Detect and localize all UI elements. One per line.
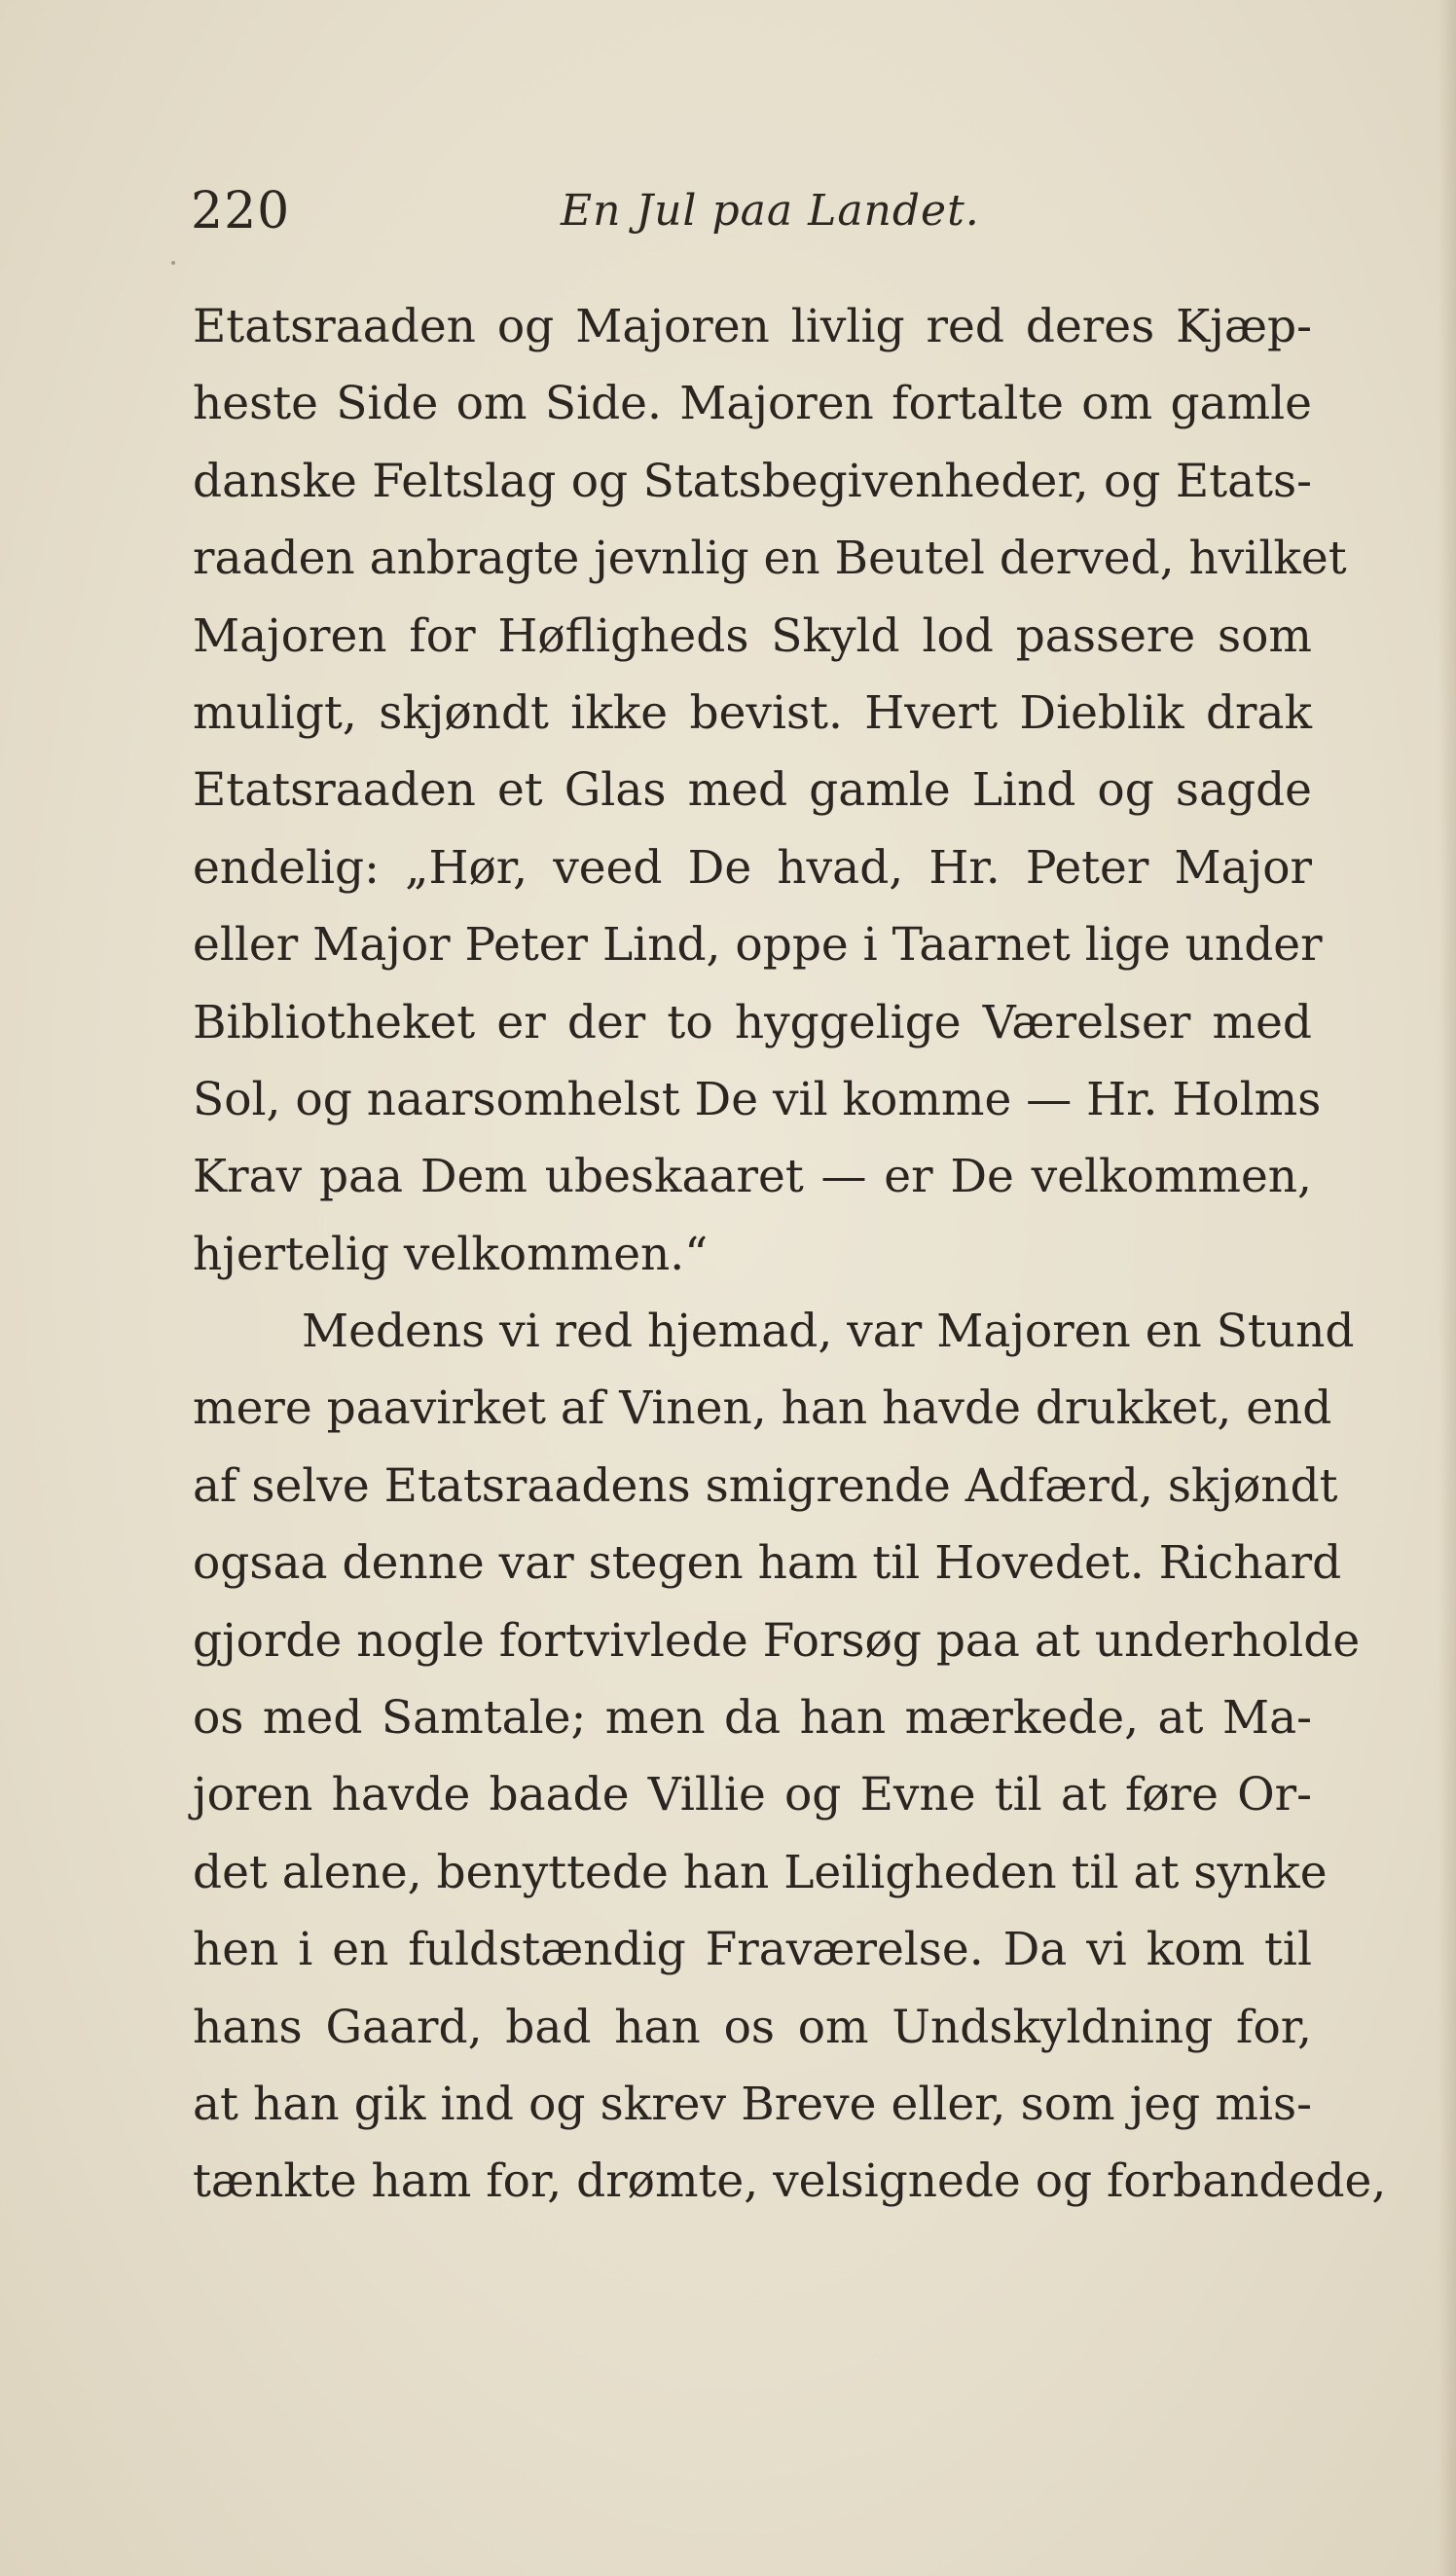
text-line: eller Major Peter Lind, oppe i Taarnet lige under: [193, 918, 1323, 973]
page-edge-shadow: [1438, 0, 1456, 2576]
text-line: det alene, benyttede han Leiligheden til at synke: [193, 1845, 1328, 1899]
text-line: ogsaa denne var stegen ham til Hovedet. Richard: [193, 1536, 1342, 1591]
running-title: En Jul paa Landet.: [561, 186, 980, 236]
paper-speck: [171, 261, 175, 265]
text-line: heste Side om Side. Majoren fortalte om gamle: [193, 377, 1312, 431]
text-line: Etatsraaden og Majoren livlig red deres Kjæp-: [193, 300, 1312, 353]
text-line: joren havde baade Villie og Evne til at føre Or-: [193, 1768, 1312, 1822]
text-line: raaden anbragte jevnlig en Beutel derved, hvilket: [193, 532, 1347, 586]
text-line: os med Samtale; men da han mærkede, at Ma-: [193, 1691, 1312, 1746]
text-line: Bibliotheket er der to hyggelige Værelser med: [193, 995, 1312, 1049]
text-line: at han gik ind og skrev Breve eller, som jeg mis-: [193, 2077, 1312, 2131]
text-line: Krav paa Dem ubeskaaret — er De velkommen,: [193, 1150, 1312, 1204]
text-line: endelig: „Hør, veed De hvad, Hr. Peter Major: [193, 840, 1312, 895]
text-line: muligt, skjøndt ikke bevist. Hvert Dieblik drak: [193, 685, 1312, 740]
text-line: gjorde nogle fortvivlede Forsøg paa at underholde: [193, 1613, 1361, 1668]
text-line: mere paavirket af Vinen, han havde drukket, end: [193, 1381, 1332, 1436]
text-line: Majoren for Høfligheds Skyld lod passere som: [193, 608, 1312, 663]
text-line: hjertelig velkommen.“: [193, 1227, 709, 1281]
text-line: Etatsraaden et Glas med gamle Lind og sagde: [193, 763, 1312, 818]
text-line: tænkte ham for, drømte, velsignede og forbandede,: [193, 2154, 1387, 2209]
body-text: [193, 288, 1387, 2221]
text-line: hans Gaard, bad han os om Undskyldning for,: [193, 2000, 1312, 2054]
text-line: Sol, og naarsomhelst De vil komme — Hr. Holms: [193, 1072, 1322, 1126]
text-line: Medens vi red hjemad, var Majoren en Stund: [302, 1305, 1355, 1359]
page-number: 220: [191, 182, 291, 240]
text-line: af selve Etatsraadens smigrende Adfærd, skjøndt: [193, 1458, 1338, 1513]
text-line: danske Feltslag og Statsbegivenheder, og Etats-: [193, 454, 1312, 508]
text-line: hen i en fuldstændig Fraværelse. Da vi kom til: [193, 1923, 1312, 1977]
page-header: [191, 177, 1310, 245]
